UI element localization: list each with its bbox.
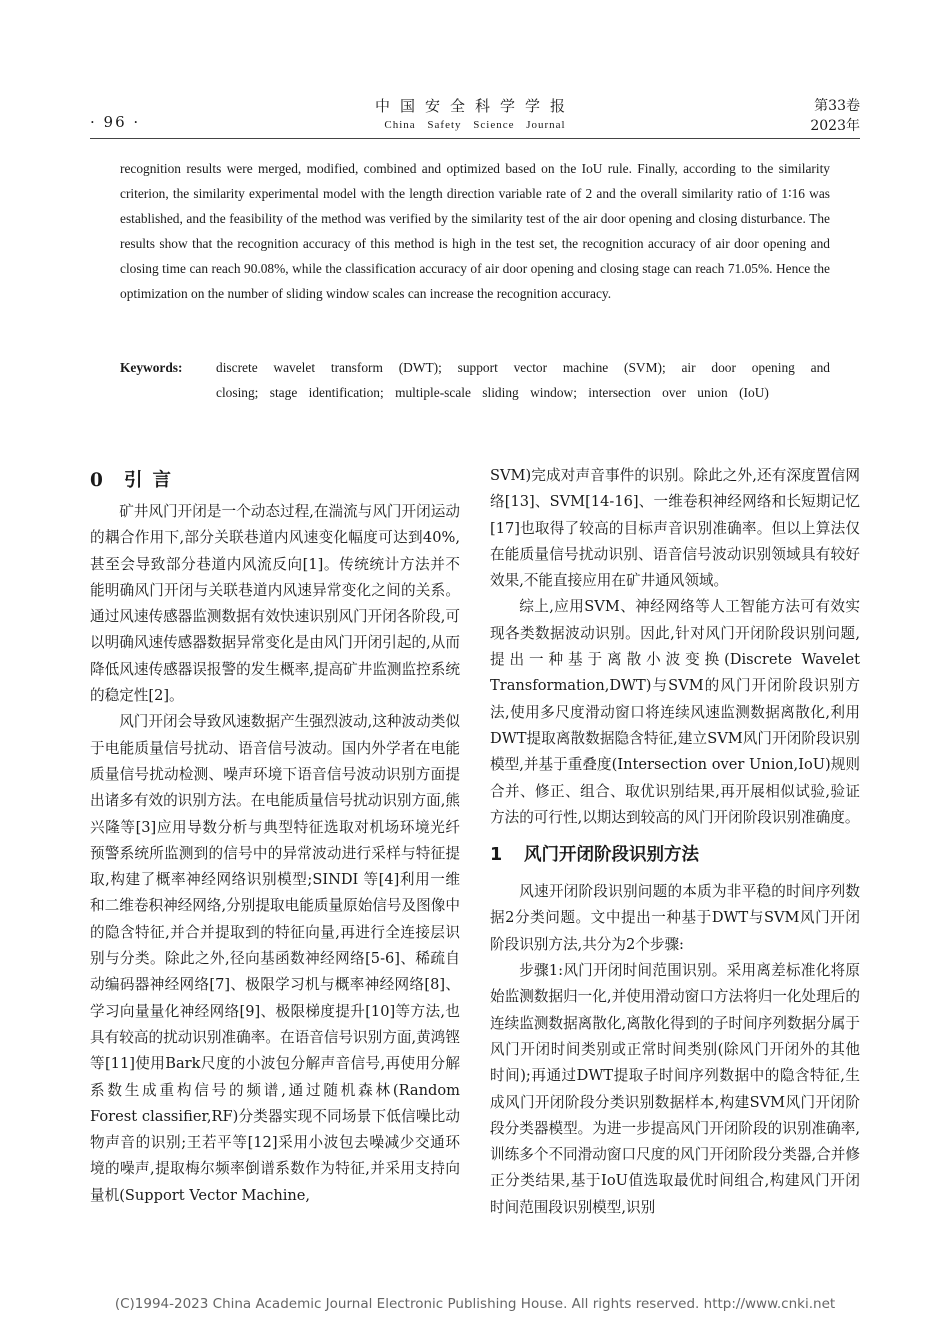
section-0-heading	[90, 463, 460, 499]
section-0-number: 0	[90, 470, 103, 491]
paragraph: SVM)完成对声音事件的识别。除此之外,还有深度置信网络[13]、SVM[14-16]、一维卷积神经网络和长短期记忆[17]也取得了较高的目标声音识别准确率。但以上算法仅在能质量信号扰动识别、语音信号波动识别领域具有较好效果,不能直接应用在矿井通风领域。	[490, 467, 860, 590]
paragraph: 矿井风门开闭是一个动态过程,在湍流与风门开闭运动的耦合作用下,部分关联巷道内风速变化幅度可达到40%,甚至会导致部分巷道内风流反向[1]。传统统计方法并不能明确风门开闭与关联巷道内风速异常变化之间的关系。通过风速传感器监测数据有效快速识别风门开闭各阶段,可以明确风速传感器数据异常变化是由风门开闭引起的,从而降低风速传感器误报警的发生概率,提高矿井监测监控系统的稳定性[2]。	[90, 503, 460, 705]
abstract-continuation: recognition results were merged, modified, combined and optimized based on the IoU rule. Finally, according to the similarity criterion, the similarity experimental model with the length direction variable rate of 2 and the overall similarity ratio of 1∶16 was established, and the feasibility of the method was verified by the similarity test of the air door opening and closing disturbance. The results show that the recognition accuracy of this method is high in the test set, the recognition accuracy of air door opening and closing time can reach 90.08%, while the classification accuracy of air door opening and closing stage can reach 71.05%. Hence the optimization on the number of sliding window scales can increase the recognition accuracy.	[120, 161, 830, 301]
paragraph: 风门开闭会导致风速数据产生强烈波动,这种波动类似于电能质量信号扰动、语音信号波动。国内外学者在电能质量信号扰动检测、噪声环境下语音信号波动识别方面提出诸多有效的识别方法。在电能质量信号扰动识别方面,熊兴隆等[3]应用导数分析与典型特征选取对机场环境光纤预警系统所监测到的信号中的异常波动进行采样与特征提取,构建了概率神经网络识别模型;SINDI 等[4]利用一维和二维卷积神经网络,分别提取电能质量原始信号及图像中的隐含特征,并合并提取到的特征向量,再进行全连接层识别与分类。除此之外,径向基函数神经网络[5-6]、稀疏自动编码器神经网络[7]、极限学习机与概率神经网络[8]、学习向量量化神经网络[9]、极限梯度提升[10]等方法,也具有较高的扰动识别准确率。在语音信号识别方面,黄鸿铿等[11]使用Bark尺度的小波包分解声音信号,再使用分解系数生成重构信号的频谱,通过随机森林(Random Forest classifier,RF)分类器实现不同场景下低信噪比动物声音的识别;王若平等[12]采用小波包去噪减少交通环境的噪声,提取梅尔频率倒谱系数作为特征,并采用支持向量机(Support Vector Machine,	[90, 713, 460, 1204]
page-number: · 96 ·	[90, 113, 141, 131]
volume: 第33卷	[814, 98, 860, 114]
section-1-title: 风门开闭阶段识别方法	[524, 845, 699, 866]
paragraph: 风速开闭阶段识别问题的本质为非平稳的时间序列数据2分类问题。文中提出一种基于DWT与SVM风门开闭阶段识别方法,共分为2个步骤:	[490, 883, 860, 953]
section-1-number: 1	[490, 845, 503, 866]
paragraph: 综上,应用SVM、神经网络等人工智能方法可有效实现各类数据波动识别。因此,针对风门开闭阶段识别问题,提出一种基于离散小波变换(Discrete Wavelet Transformation,DWT)与SVM的风门开闭阶段识别方法,使用多尺度滑动窗口将连续风速监测数据离散化,利用DWT提取离散数据隐含特征,建立SVM风门开闭阶段识别模型,并基于重叠度(Intersection over Union,IoU)规则合并、修正、组合、取优识别结果,再开展相似试验,验证方法的可行性,以期达到较高的风门开闭阶段识别准确度。	[490, 598, 860, 826]
journal-title-cn: 中国安全科学学报	[374, 97, 575, 115]
section-0-title: 引言	[124, 470, 182, 491]
year: 2023年	[810, 118, 860, 134]
section-1-heading	[490, 837, 860, 873]
keywords-text: discrete wavelet transform (DWT); support vector machine (SVM); air door opening and closing; stage identification; multiple-scale sliding window; intersection over union (IoU)	[216, 360, 830, 400]
keywords-label: Keywords:	[120, 360, 183, 375]
left-column	[90, 463, 460, 1209]
paragraph: 步骤1:风门开闭时间范围识别。采用离差标准化将原始监测数据归一化,并使用滑动窗口方法将归一化处理后的连续监测数据离散化,离散化得到的子时间序列数据分属于风门开闭时间类别或正常时间类别(除风门开闭外的其他时间);再通过DWT提取子时间序列数据中的隐含特征,生成风门开闭阶段分类识别数据样本,构建SVM风门开闭阶段分类器模型。为进一步提高风门开闭阶段的识别准确率,训练多个不同滑动窗口尺度的风门开闭阶段分类器,合并修正分类结果,基于IoU值选取最优时间组合,构建风门开闭时间范围段识别模型,识别	[490, 962, 860, 1216]
journal-title-en: China Safety Science Journal	[384, 119, 566, 131]
volume-info	[810, 96, 860, 136]
right-column	[490, 463, 860, 1221]
header-rule	[90, 138, 860, 139]
journal-title	[300, 96, 650, 134]
copyright-footer: (C)1994-2023 China Academic Journal Electronic Publishing House. All rights reserved. http://www.cnki.net	[114, 1296, 836, 1312]
